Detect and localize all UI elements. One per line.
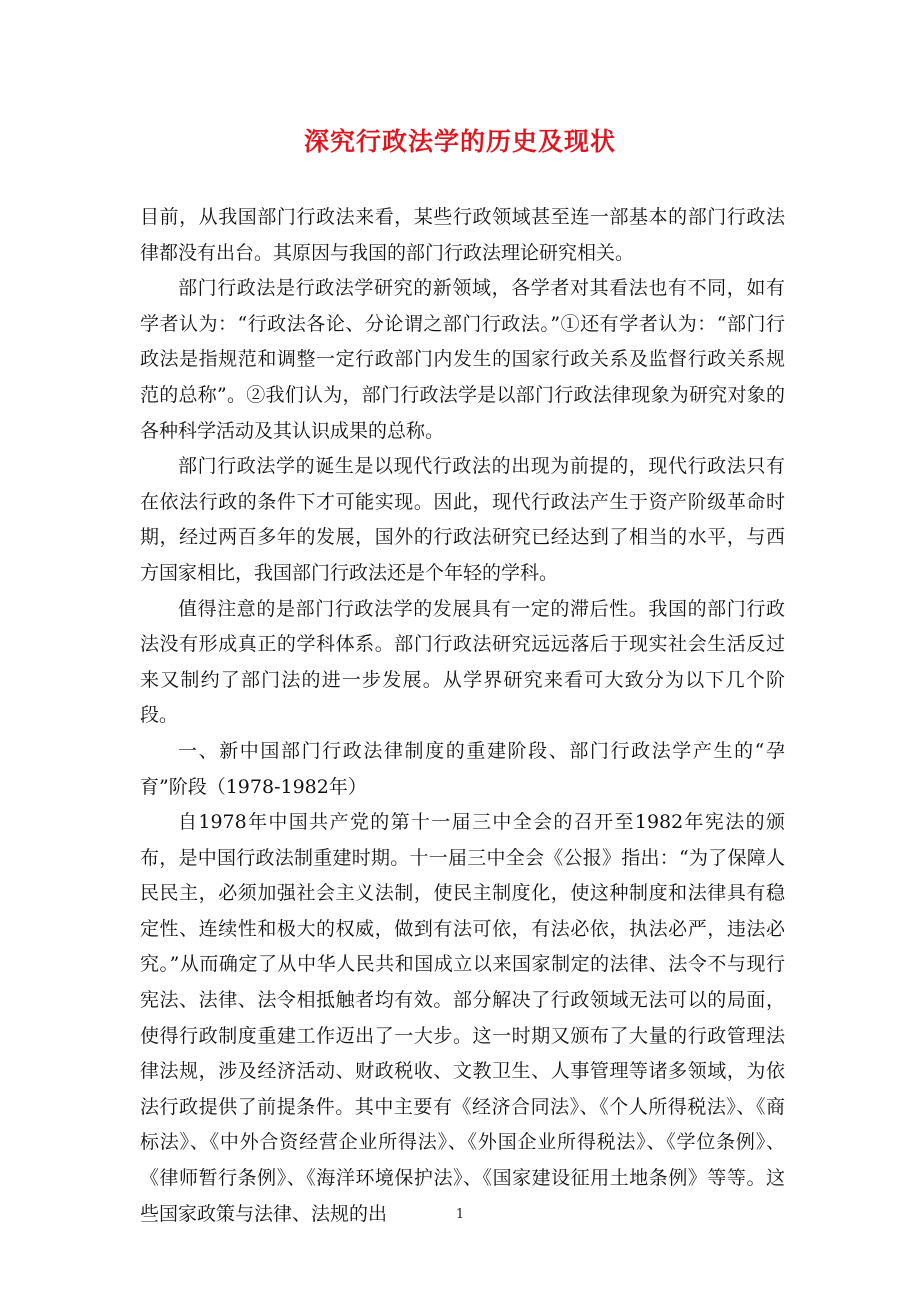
document-title: 深究行政法学的历史及现状: [303, 127, 616, 156]
paragraph-5: 自1978年中国共产党的第十一届三中全会的召开至1982年宪法的颁布，是中国行政法制重建时期。十一届三中全会《公报》指出：“为了保障人民民主，必须加强社会主义法制，使民主制度化，使这种制度和法律具有稳定性、连续性和极大的权威，做到有法可依，有法必依，执法必严，违法必究。”从而确定了从中华人民共和国成立以来国家制定的法律、法令不与现行宪法、法律、法令相抵触者均有效。部分解决了行政领域无法可以的局面，使得行政制度重建工作迈出了一大步。这一时期又颁布了大量的行政管理法律法规，涉及经济活动、财政税收、文教卫生、人事管理等诸多领域，为依法行政提供了前提条件。其中主要有《经济合同法》、《个人所得税法》、《商标法》、《中外合资经营企业所得法》、《外国企业所得税法》、《学位条例》、《律师暂行条例》、《海洋环境保护法》、《国家建设征用土地条例》等等。这些国家政策与法律、法规的出: [140, 811, 785, 1225]
paragraph-3: 部门行政法学的诞生是以现代行政法的出现为前提的，现代行政法只有在依法行政的条件下才可能实现。因此，现代行政法产生于资产阶级革命时期，经过两百多年的发展，国外的行政法研究已经达到了相当的水平，与西方国家相比，我国部门行政法还是个年轻的学科。: [140, 455, 785, 584]
paragraph-2: 部门行政法是行政法学研究的新领域，各学者对其看法也有不同，如有学者认为：“行政法各论、分论谓之部门行政法。”①还有学者认为：“部门行政法是指规范和调整一定行政部门内发生的国家行政关系及监督行政关系规范的总称”。②我们认为，部门行政法学是以部门行政法律现象为研究对象的各种科学活动及其认识成果的总称。: [140, 277, 785, 442]
paragraph-4: 值得注意的是部门行政法学的发展具有一定的滞后性。我国的部门行政法没有形成真正的学科体系。部门行政法研究远远落后于现实社会生活反过来又制约了部门法的进一步发展。从学界研究来看可大致分为以下几个阶段。: [140, 597, 785, 727]
paragraph-1: 目前，从我国部门行政法来看，某些行政领域甚至连一部基本的部门行政法律都没有出台。其原因与我国的部门行政法理论研究相关。: [140, 206, 785, 264]
page-number: 1: [455, 1207, 465, 1222]
section-heading-1: 一、新中国部门行政法律制度的重建阶段、部门行政法学产生的“孕育”阶段（1978-1982年）: [140, 739, 785, 798]
document-body: [140, 200, 785, 1232]
